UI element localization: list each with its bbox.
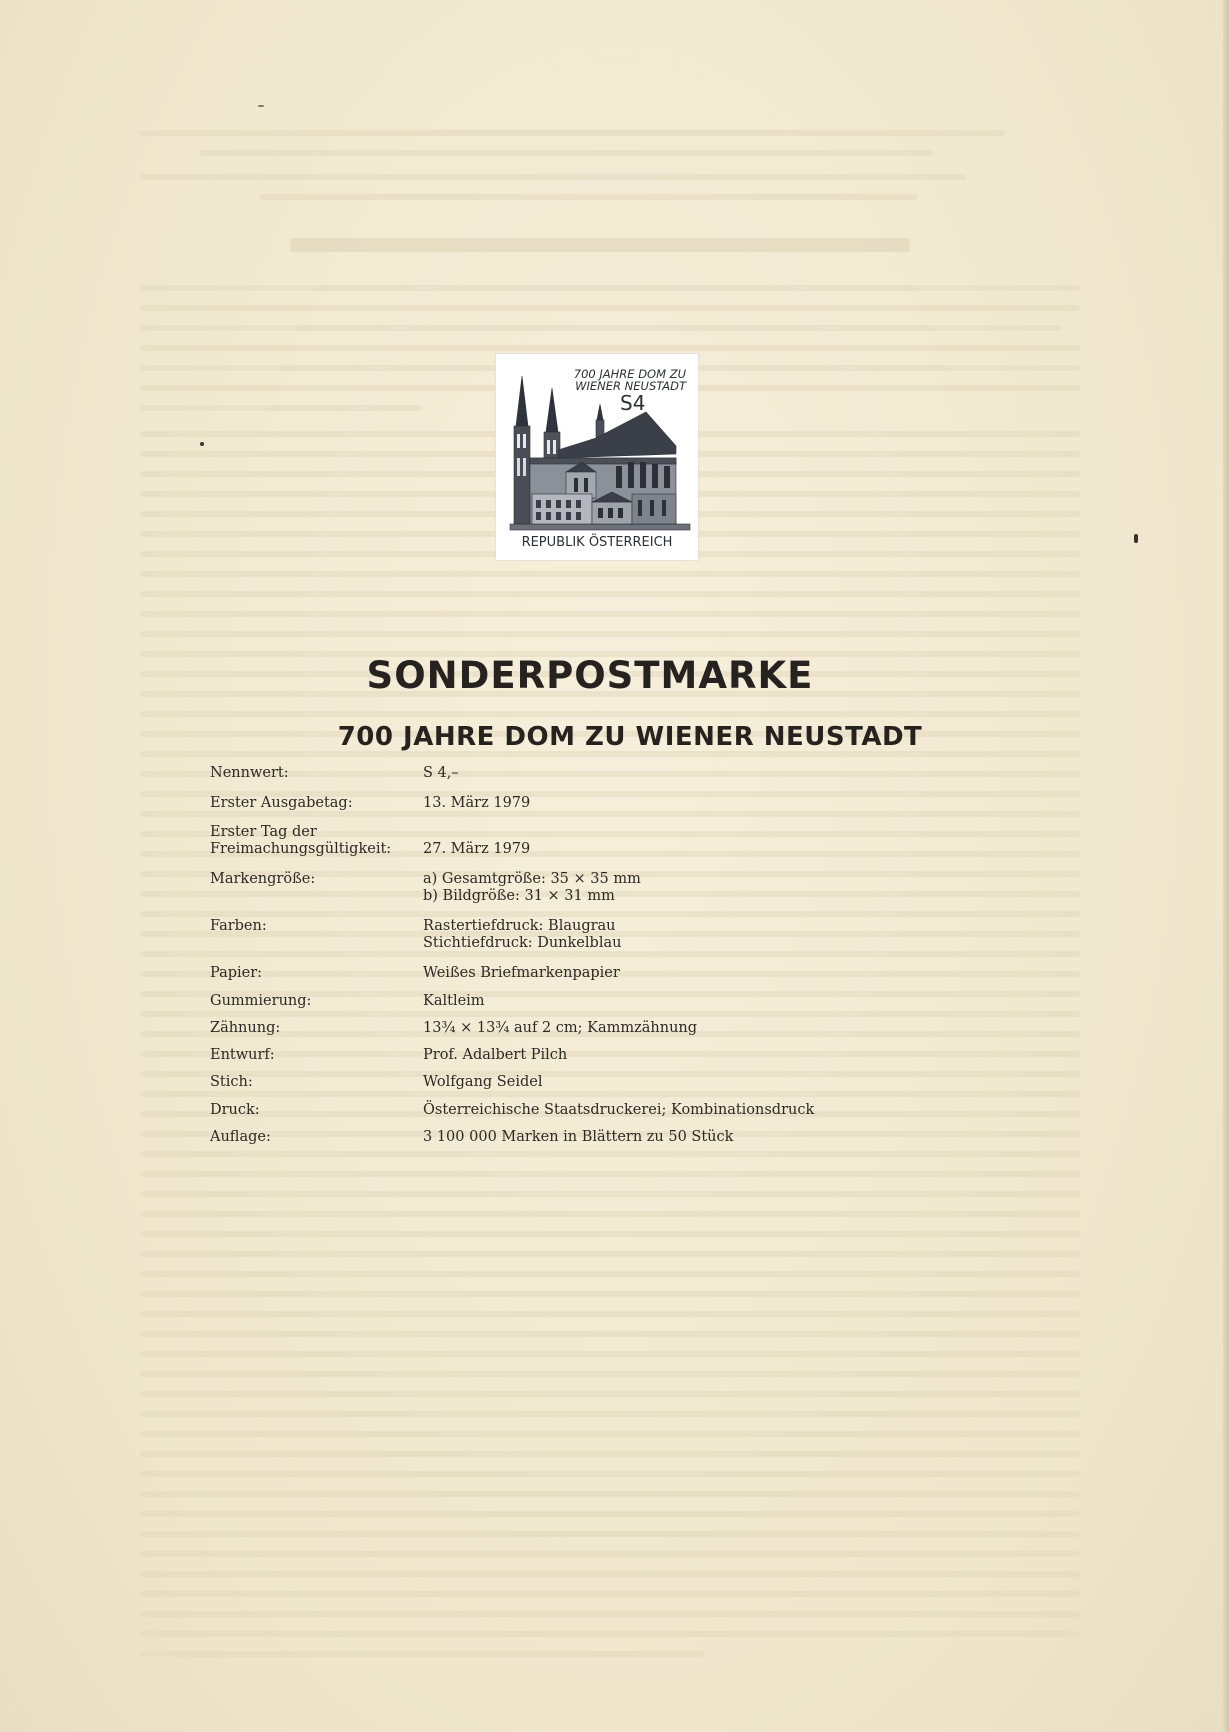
- paper-speck: [258, 105, 264, 107]
- document-subtitle: 700 JAHRE DOM ZU WIENER NEUSTADT: [337, 722, 923, 752]
- stamp-headline-1: 700 JAHRE DOM ZU: [573, 367, 686, 381]
- spec-label: Erster Tag der: [210, 824, 317, 840]
- spec-label: Nennwert:: [210, 765, 289, 781]
- spec-label: Druck:: [210, 1102, 260, 1118]
- spec-value: 13¾ × 13¾ auf 2 cm; Kammzähnung: [423, 1020, 698, 1036]
- show-through-heading: [290, 238, 910, 252]
- stamp-denomination: S4: [620, 391, 646, 415]
- stamp-country: REPUBLIK ÖSTERREICH: [521, 535, 673, 550]
- spec-label: Freimachungsgültigkeit:: [210, 841, 392, 857]
- stamp-artwork: [496, 354, 698, 560]
- spec-value: 13. März 1979: [423, 795, 531, 811]
- spec-label: Stich:: [210, 1074, 253, 1090]
- spec-label: Markengröße:: [210, 871, 316, 887]
- spec-value: Wolfgang Seidel: [423, 1074, 543, 1090]
- paper-speck: [200, 442, 204, 446]
- spec-value: Österreichische Staatsdruckerei; Kombinationsdruck: [423, 1102, 815, 1118]
- paper-speck: [1134, 534, 1138, 543]
- spec-value: Stichtiefdruck: Dunkelblau: [423, 935, 622, 951]
- document-title: SONDERPOSTMARKE: [366, 654, 814, 697]
- spec-label: Entwurf:: [210, 1047, 275, 1063]
- paper-edge: [1223, 0, 1229, 1732]
- spec-value: a) Gesamtgröße: 35 × 35 mm: [423, 871, 641, 887]
- spec-label: Zähnung:: [210, 1020, 281, 1036]
- spec-label: Farben:: [210, 918, 267, 934]
- spec-value: Kaltleim: [423, 993, 485, 1009]
- spec-label: Erster Ausgabetag:: [210, 795, 353, 811]
- spec-label: Auflage:: [210, 1129, 271, 1145]
- spec-value: b) Bildgröße: 31 × 31 mm: [423, 888, 615, 904]
- spec-value: Prof. Adalbert Pilch: [423, 1047, 568, 1063]
- stamp-headline-2: WIENER NEUSTADT: [575, 379, 686, 393]
- spec-value: S 4,–: [423, 765, 459, 781]
- spec-label: Gummierung:: [210, 993, 312, 1009]
- stamp: [496, 354, 698, 560]
- show-through-text-top: [140, 130, 1080, 214]
- spec-label: Papier:: [210, 965, 263, 981]
- spec-value: 3 100 000 Marken in Blättern zu 50 Stück: [423, 1129, 734, 1145]
- spec-value: Weißes Briefmarkenpapier: [423, 965, 620, 981]
- spec-value: 27. März 1979: [423, 841, 531, 857]
- spec-value: Rastertiefdruck: Blaugrau: [423, 918, 616, 934]
